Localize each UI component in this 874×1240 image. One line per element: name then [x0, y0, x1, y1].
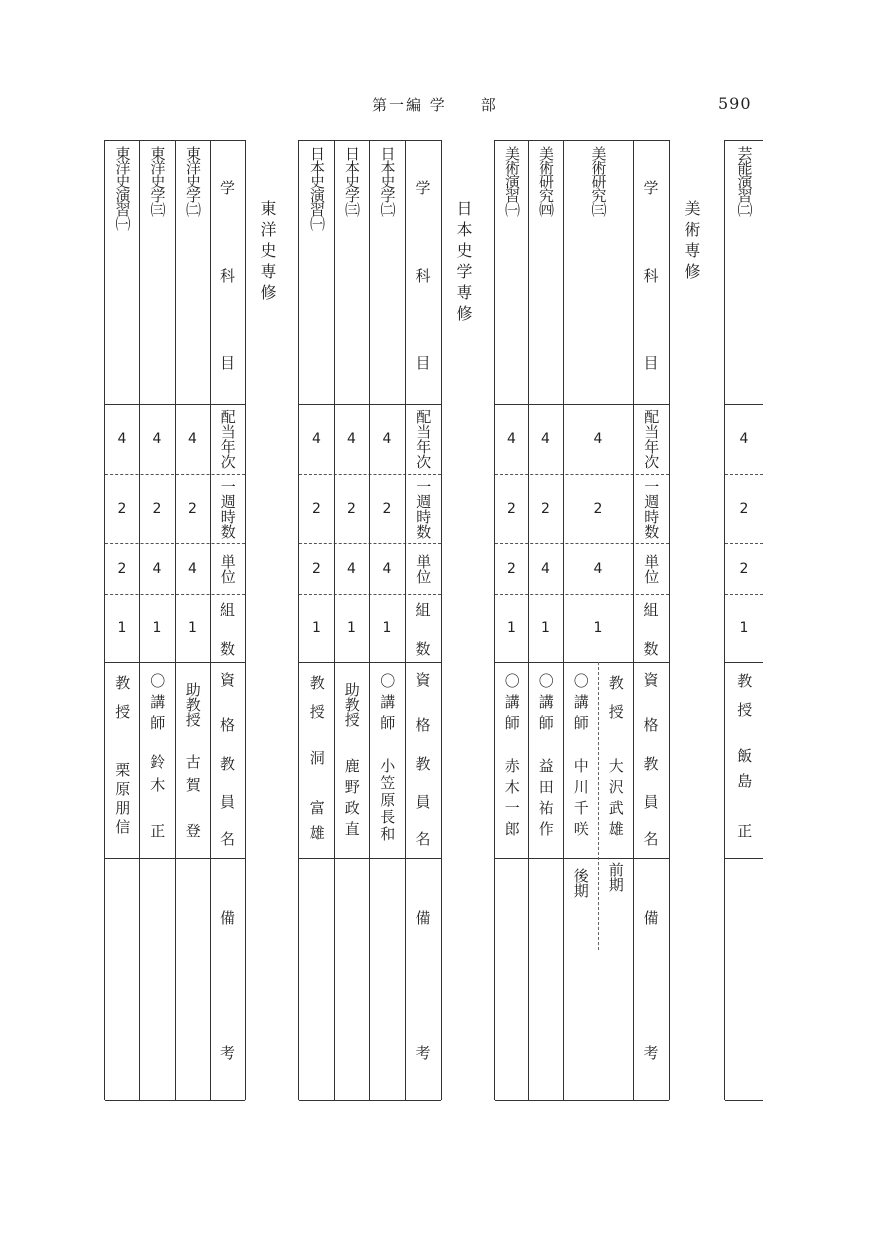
- header-qual-1: 資: [413, 672, 432, 687]
- header-name-1: 教: [641, 756, 660, 771]
- year-cell: 4: [739, 431, 749, 447]
- header-name-3: 名: [413, 831, 432, 846]
- header-subject-1: 学: [413, 180, 432, 195]
- groups-cell: 1: [382, 620, 392, 636]
- header-year: 配当年次: [218, 409, 237, 469]
- units-cell: 4: [382, 560, 392, 577]
- units-cell: 4: [541, 560, 550, 577]
- qual-cell: 教授: [606, 675, 625, 733]
- header-name-3: 名: [218, 831, 236, 846]
- header-qual-2: 格: [641, 717, 660, 732]
- hours-cell: 2: [382, 500, 392, 517]
- header-name-1: 教: [218, 756, 236, 771]
- qual-cell: 〇講師: [148, 672, 167, 736]
- year-cell: 4: [152, 431, 162, 447]
- header-groups-1: 組: [413, 602, 432, 617]
- groups-cell: 1: [312, 620, 321, 636]
- header-groups-1: 組: [218, 602, 236, 617]
- year-cell: 4: [312, 431, 321, 447]
- name-cell: 小笠原長和: [378, 757, 397, 843]
- table-row: [725, 146, 763, 216]
- section-title-oriental-history: 東洋史専修: [258, 200, 277, 305]
- table-row: [495, 146, 528, 216]
- table-geino: [724, 140, 763, 1100]
- subject-cell: 東洋史演習㈠: [113, 146, 132, 230]
- hours-cell: 2: [541, 500, 550, 517]
- header-year: 配当年次: [414, 409, 433, 469]
- hours-cell: 2: [507, 500, 516, 517]
- section-title-japanese-history: 日本史学専修: [454, 200, 473, 326]
- year-cell: 4: [347, 431, 356, 447]
- hours-cell: 2: [739, 500, 749, 517]
- header-remarks-1: 備: [218, 910, 236, 925]
- subject-cell: 美術研究㈢: [589, 146, 608, 216]
- groups-cell: 1: [739, 620, 749, 636]
- table-row: [563, 146, 633, 216]
- table-fine-arts: [494, 140, 670, 1100]
- name-cell: 鹿野政直: [342, 758, 361, 842]
- year-cell: 4: [382, 431, 392, 447]
- header-hours: 一週時数: [218, 478, 237, 539]
- header-subject-3: 目: [413, 355, 432, 370]
- qual-cell: 教授: [307, 675, 326, 733]
- subject-cell: 美術研究㈣: [537, 146, 555, 216]
- qual-cell: 助教授: [183, 681, 202, 727]
- subject-cell: 日本史学㈢: [343, 146, 361, 216]
- units-cell: 4: [347, 560, 356, 577]
- subject-cell: 芸能演習㈡: [735, 146, 754, 216]
- remark-cell: 後期: [571, 868, 590, 898]
- hours-cell: 2: [152, 500, 162, 517]
- header-hours: 一週時数: [642, 478, 661, 539]
- header-remarks-2: 考: [413, 1045, 432, 1060]
- units-cell: 4: [593, 560, 603, 577]
- header-hours: 一週時数: [414, 478, 433, 539]
- header-remarks-2: 考: [218, 1045, 236, 1060]
- units-cell: 2: [507, 560, 516, 577]
- header-subject-1: 学: [218, 180, 236, 195]
- units-cell: 2: [117, 560, 127, 577]
- name-cell: 鈴木 正: [148, 754, 167, 846]
- header-name-2: 員: [413, 793, 432, 809]
- header-name-2: 員: [218, 793, 236, 809]
- name-cell: 益田祐作: [536, 758, 555, 842]
- table-oriental-history: [104, 140, 246, 1100]
- groups-cell: 1: [188, 620, 197, 636]
- header-qual-1: 資: [218, 672, 236, 687]
- year-cell: 4: [188, 431, 197, 447]
- year-cell: 4: [117, 431, 127, 447]
- table-row: [139, 146, 175, 216]
- name-cell: 飯島 正: [735, 748, 754, 848]
- units-cell: 4: [152, 560, 162, 577]
- header-qual-2: 格: [413, 717, 432, 732]
- qual-cell: 教授: [113, 675, 132, 733]
- qual-cell: 〇講師: [571, 672, 590, 736]
- name-cell: 古賀 登: [183, 754, 202, 846]
- header-subject-1: 学: [641, 180, 660, 195]
- table-row: [175, 146, 210, 216]
- header-remarks-1: 備: [413, 910, 432, 925]
- name-cell: 大沢武雄: [606, 758, 625, 842]
- name-cell: 栗原朋信: [113, 762, 132, 838]
- table-row: [369, 146, 405, 216]
- subject-cell: 美術演習㈠: [503, 146, 521, 216]
- header-qual-1: 資: [641, 672, 660, 687]
- qual-cell: 〇講師: [502, 672, 521, 736]
- table-row: [299, 146, 334, 230]
- header-qual-2: 格: [218, 717, 236, 732]
- hours-cell: 2: [117, 500, 127, 517]
- header-subject-2: 科: [413, 267, 432, 283]
- year-cell: 4: [593, 431, 603, 447]
- header-name-2: 員: [641, 793, 660, 809]
- header-name-1: 教: [413, 756, 432, 771]
- groups-cell: 1: [347, 620, 356, 636]
- groups-cell: 1: [541, 620, 550, 636]
- hours-cell: 2: [188, 500, 197, 517]
- year-cell: 4: [541, 431, 550, 447]
- table-row: [528, 146, 563, 216]
- name-cell: 赤木一郎: [502, 758, 521, 842]
- header-subject-3: 目: [641, 355, 660, 370]
- units-cell: 4: [188, 560, 197, 577]
- table-japanese-history: [298, 140, 442, 1100]
- hours-cell: 2: [593, 500, 603, 517]
- header-units: 単位: [414, 553, 433, 584]
- header-subject-2: 科: [218, 267, 236, 283]
- name-cell: 洞 富雄: [307, 750, 326, 850]
- header-name-3: 名: [641, 831, 660, 846]
- units-cell: 2: [312, 560, 321, 577]
- units-cell: 2: [739, 560, 749, 577]
- groups-cell: 1: [152, 620, 162, 636]
- groups-cell: 1: [593, 620, 603, 636]
- subject-cell: 東洋史学㈡: [184, 146, 202, 216]
- subject-cell: 東洋史学㈢: [148, 146, 167, 216]
- page-number: 590: [718, 94, 752, 113]
- subject-cell: 日本史学㈡: [378, 146, 397, 216]
- qual-cell: 〇講師: [378, 672, 397, 736]
- qual-cell: 教授: [735, 673, 754, 731]
- header-groups-2: 数: [218, 641, 236, 656]
- header-groups-2: 数: [641, 641, 660, 656]
- header-groups-2: 数: [413, 641, 432, 656]
- hours-cell: 2: [347, 500, 356, 517]
- header-subject-3: 目: [218, 355, 236, 370]
- header-remarks-2: 考: [641, 1045, 660, 1060]
- remark-cell: 前期: [606, 862, 625, 892]
- name-cell: 中川千咲: [571, 758, 590, 842]
- year-cell: 4: [507, 431, 516, 447]
- groups-cell: 1: [507, 620, 516, 636]
- qual-cell: 〇講師: [536, 672, 555, 736]
- header-year: 配当年次: [642, 409, 661, 469]
- qual-cell: 助教授: [342, 681, 361, 727]
- hours-cell: 2: [312, 500, 321, 517]
- header-remarks-1: 備: [641, 910, 660, 925]
- page-section-title: 第一編 学 部: [372, 96, 498, 114]
- header-units: 単位: [642, 553, 661, 584]
- header-groups-1: 組: [641, 602, 660, 617]
- table-row: [334, 146, 369, 216]
- header-units: 単位: [218, 553, 237, 584]
- section-title-fine-arts: 美術専修: [682, 200, 701, 284]
- subject-cell: 日本史演習㈠: [308, 146, 326, 230]
- table-row: [105, 146, 139, 230]
- groups-cell: 1: [117, 620, 127, 636]
- header-subject-2: 科: [641, 267, 660, 283]
